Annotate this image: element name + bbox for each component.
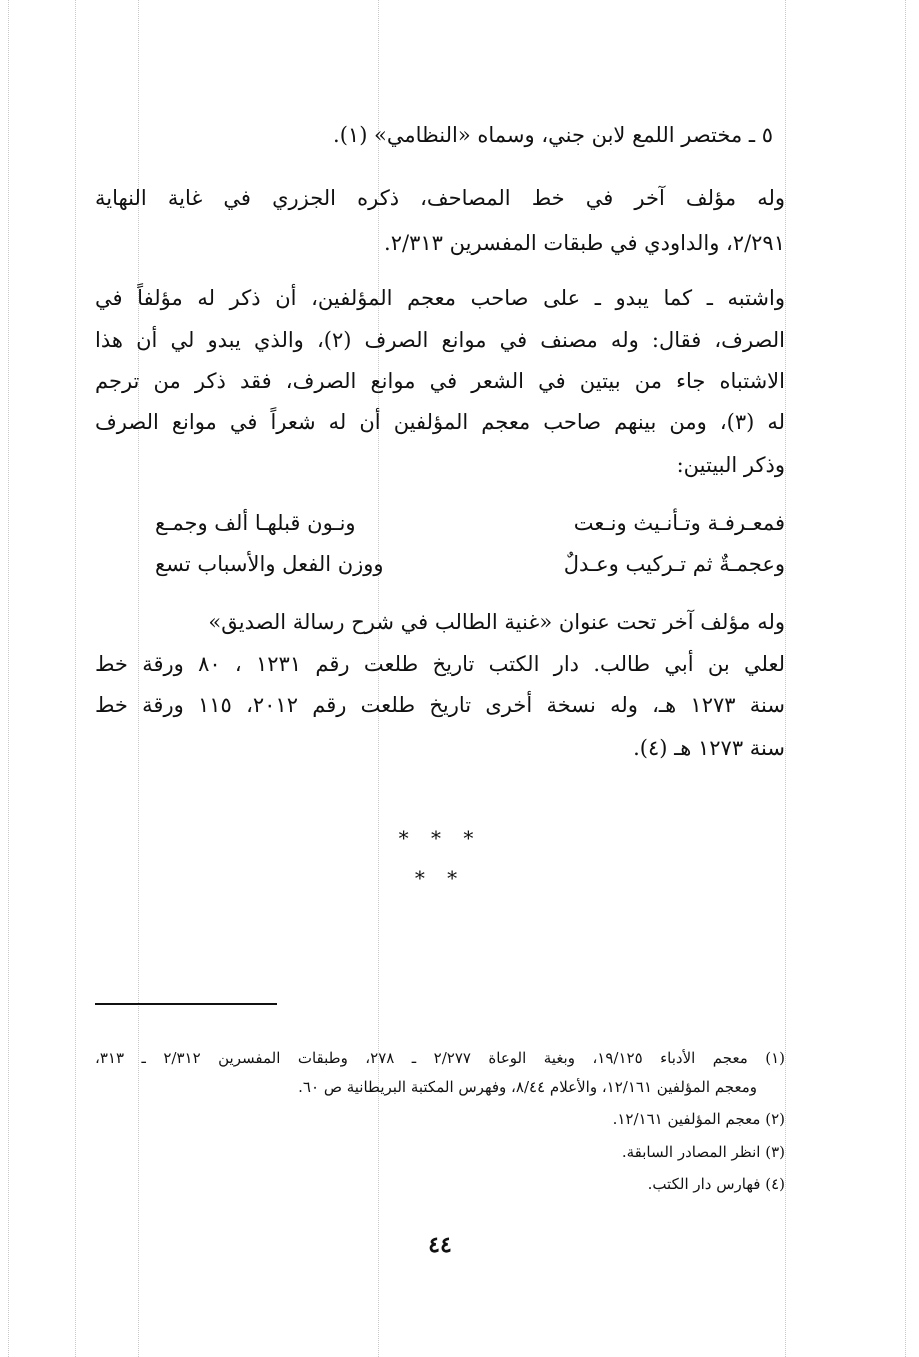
scan-guide-line (905, 0, 906, 1357)
verse-1-second-hemistich: ونـون قبلهـا ألف وجمـع (155, 511, 356, 535)
footnote-1: (١) معجم الأدباء ١٩/١٢٥، وبغية الوعاة ٢/٢٧٧ ـ ٢٧٨، وطبقات المفسرين ٢/٣١٢ ـ ٣١٣، (95, 1049, 785, 1067)
scan-guide-line (8, 0, 9, 1357)
footnote-1-continuation: ومعجم المؤلفين ١٢/١٦١، والأعلام ٨/٤٤، وفهرس المكتبة البريطانية ص ٦٠. (298, 1078, 757, 1096)
paragraph-3-line: لعلي بن أبي طالب. دار الكتب تاريخ طلعت رقم ١٢٣١ ، ٨٠ ورقة خط (95, 652, 785, 676)
paragraph-2-line: له (٣)، ومن بينهم صاحب معجم المؤلفين أن له شعراً في موانع الصرف (95, 410, 785, 434)
verse-2-first-hemistich: وعجمـةٌ ثم تـركيب وعـدلٌ (563, 552, 785, 576)
footnote-2: (٢) معجم المؤلفين ١٢/١٦١. (612, 1110, 785, 1128)
book-page (95, 0, 785, 1357)
page-number: ٤٤ (428, 1232, 452, 1258)
paragraph-2-line: الصرف، فقال: وله مصنف في موانع الصرف (٢)، والذي يبدو لي أن هذا (95, 328, 785, 352)
footnote-4: (٤) فهارس دار الكتب. (647, 1175, 785, 1193)
section-divider-stars: * * * (398, 826, 482, 850)
footnote-3: (٣) انظر المصادر السابقة. (621, 1143, 785, 1161)
paragraph-3-line: سنة ١٢٧٣ هـ، وله نسخة أخرى تاريخ طلعت رقم ٢٠١٢، ١١٥ ورقة خط (95, 693, 785, 717)
paragraph-1-line: وله مؤلف آخر في خط المصاحف، ذكره الجزري في غاية النهاية (95, 186, 785, 210)
paragraph-3-line: وله مؤلف آخر تحت عنوان «غنية الطالب في شرح رسالة الصديق» (208, 610, 785, 634)
verse-1-first-hemistich: فمعـرفـة وتـأنـيث ونـعت (573, 511, 785, 535)
verse-2-second-hemistich: ووزن الفعل والأسباب تسع (155, 552, 384, 576)
footnote-separator-rule (95, 1003, 277, 1005)
paragraph-2-line: الاشتباه جاء من بيتين في الشعر في موانع الصرف، فقد ذكر من ترجم (95, 369, 785, 393)
section-divider-stars: * * (414, 866, 466, 890)
scan-guide-line (785, 0, 786, 1357)
paragraph-3-line: سنة ١٢٧٣ هـ (٤). (633, 736, 785, 760)
paragraph-1-line: ٢/٢٩١، والداودي في طبقات المفسرين ٢/٣١٣. (384, 231, 785, 255)
paragraph-2-line: وذكر البيتين: (676, 453, 785, 477)
scan-guide-line (75, 0, 76, 1357)
paragraph-2-line: واشتبه ـ كما يبدو ـ على صاحب معجم المؤلفين، أن ذكر له مؤلفاً في (95, 286, 785, 310)
item-5-line: ٥ ـ مختصر اللمع لابن جني، وسماه «النظامي» (١). (333, 123, 773, 147)
